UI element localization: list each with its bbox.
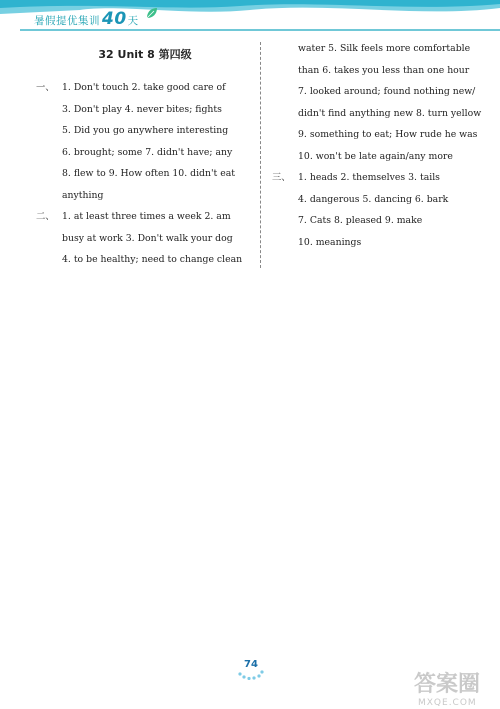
answer-text: 4. dangerous 5. dancing 6. bark: [298, 193, 449, 205]
section-mark: 二、: [36, 211, 55, 222]
right-answer-line: [272, 81, 476, 103]
left-answer-line: [36, 99, 254, 121]
section-mark: 一、: [36, 82, 55, 93]
answer-text: anything: [62, 189, 104, 201]
answer-text: 7. looked around; found nothing new/: [298, 86, 476, 97]
series-title: [34, 9, 139, 29]
right-column: [272, 38, 482, 253]
answer-text: 3. Don't play 4. never bites; fights: [62, 103, 222, 115]
series-title-suffix: 天: [127, 15, 139, 27]
answer-text: 10. won't be late again/any more: [298, 150, 453, 162]
right-answer-line: [272, 60, 470, 82]
watermark-logo: [412, 667, 500, 709]
section-title: 32 Unit 8 第四级: [98, 48, 192, 61]
answer-text: 5. Did you go anywhere interesting: [62, 125, 229, 136]
answer-text: water 5. Silk feels more comfortable: [298, 43, 471, 54]
page-number: 74: [244, 659, 258, 670]
leaf-icon: [145, 6, 159, 20]
answer-text: than 6. takes you less than one hour: [298, 64, 470, 76]
series-title-prefix: 暑假提优集训: [34, 15, 100, 27]
answer-text: 8. flew to 9. How often 10. didn't eat: [62, 168, 236, 179]
header-banner: [0, 0, 500, 34]
left-answer-line: [36, 77, 254, 99]
right-answer-line: [272, 189, 452, 211]
series-title-number: 40: [102, 9, 127, 29]
answer-text: didn't find anything new 8. turn yellow: [298, 107, 482, 119]
right-answer-line: [272, 146, 452, 168]
left-answer-line: [36, 120, 254, 142]
right-answer-line: [272, 103, 482, 125]
left-answer-line: [36, 228, 254, 250]
right-answer-line: [272, 210, 452, 232]
answer-text: 1. Don't touch 2. take good care of: [62, 82, 226, 93]
left-answer-line: [36, 206, 254, 228]
answer-text: 1. at least three times a week 2. am: [62, 211, 231, 222]
column-divider: [260, 42, 261, 268]
right-answer-line: [272, 124, 478, 146]
answer-text: 10. meanings: [298, 236, 362, 248]
answer-text: 1. heads 2. themselves 3. tails: [298, 172, 440, 183]
answer-text: 9. something to eat; How rude he was: [298, 129, 478, 140]
right-answer-line: [272, 167, 452, 189]
left-answer-line: [36, 185, 254, 207]
right-answer-line: [272, 38, 471, 60]
answer-text: 6. brought; some 7. didn't have; any: [62, 146, 233, 158]
section-mark: 三、: [272, 172, 291, 183]
right-answer-line: [272, 232, 452, 254]
left-answer-line: [36, 163, 254, 185]
answer-text: 7. Cats 8. pleased 9. make: [298, 215, 423, 226]
svg-text:MXQE.COM: MXQE.COM: [418, 698, 477, 708]
answer-text: busy at work 3. Don't walk your dog: [62, 232, 233, 244]
left-answer-line: [36, 142, 254, 164]
right-answer-list: [272, 38, 482, 253]
svg-text:答案圈: 答案圈: [414, 672, 481, 697]
left-column: [36, 44, 254, 271]
left-answer-line: [36, 249, 254, 271]
left-answer-list: [36, 77, 254, 271]
answer-text: 4. to be healthy; need to change clean: [62, 254, 243, 265]
